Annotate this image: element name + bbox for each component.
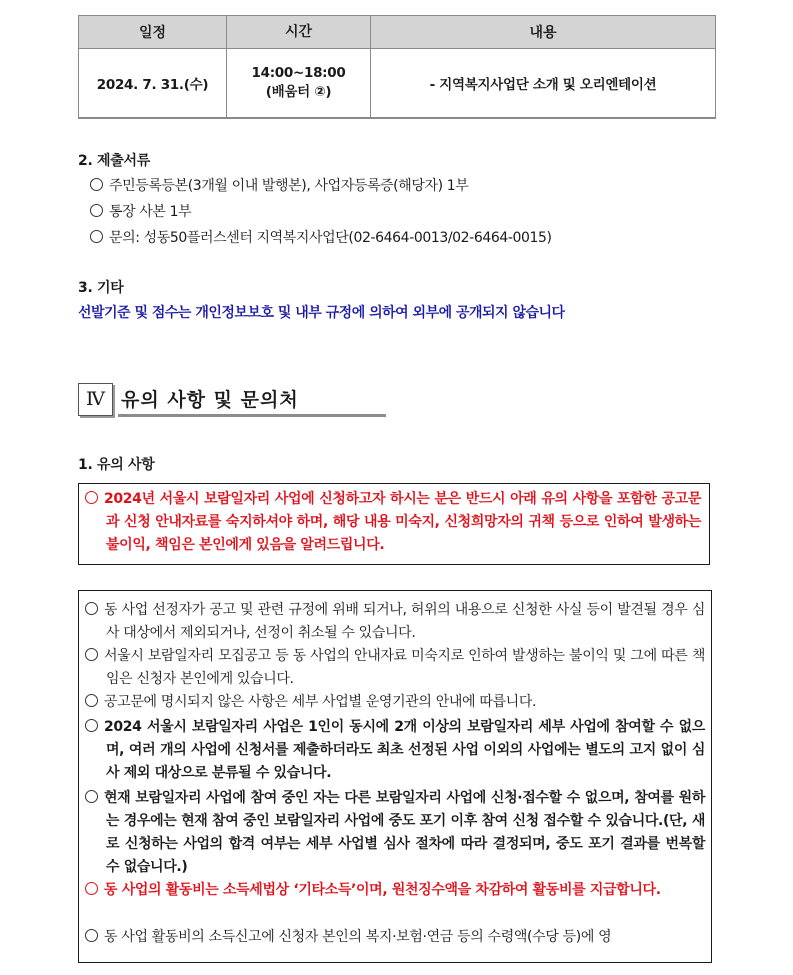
section-heading-other: 3. 기타	[78, 280, 124, 296]
list-item-text: 주민등록등본(3개월 이내 발행본), 사업자등록증(해당자) 1부	[109, 178, 469, 194]
circle-bullet-icon	[85, 602, 98, 615]
circle-bullet-icon	[85, 929, 98, 942]
list-item-text: 통장 사본 1부	[109, 204, 192, 220]
time-range: 14:00~18:00	[251, 65, 346, 81]
warning-text-block	[85, 488, 701, 557]
list-item-text: 현재 보람일자리 사업에 참여 중인 자는 다른 보람일자리 사업에 신청·접수할 수 없으며, 참여를 원하는 경우에는 현재 참여 중인 보람일자리 사업에 중도 포기 이후 참여 신청 접수할 수 있습니다.(단, 새로 신청하는 사업의 합격 여부는 세부 사업별 심사 절차에 따라 결정되며, 중도 포기 결과를 번복할 수 없습니다.)	[104, 790, 705, 875]
list-item	[85, 926, 705, 949]
header-content: 내용	[371, 16, 716, 49]
warning-line	[85, 488, 701, 557]
circle-bullet-icon	[85, 694, 98, 707]
section-heading-documents: 2. 제출서류	[78, 153, 150, 169]
circle-bullet-icon	[90, 230, 103, 243]
cell-time	[227, 49, 371, 119]
list-item	[85, 879, 705, 902]
circle-bullet-icon	[85, 491, 98, 504]
list-item-text: 동 사업 선정자가 공고 및 관련 규정에 위배 되거나, 허위의 내용으로 신청한 사실 등이 발견될 경우 심사 대상에서 제외되거나, 선정이 취소될 수 있습니다.	[104, 602, 705, 641]
table-row	[79, 49, 716, 119]
list-item-text: 공고문에 명시되지 않은 사항은 세부 사업별 운영기관의 안내에 따릅니다.	[104, 694, 537, 710]
time-location: (배움터 ②)	[265, 84, 332, 100]
warning-text: 2024년 서울시 보람일자리 사업에 신청하고자 하시는 분은 반드시 아래 유의 사항을 포함한 공고문과 신청 안내자료를 숙지하셔야 하며, 해당 내용 미숙지, 신청희망자의 귀책 등으로 인하여 발생하는 불이익, 책임은 본인에게 있음을 알려드립니다.	[104, 491, 701, 553]
list-item	[90, 201, 191, 221]
circle-bullet-icon	[90, 204, 103, 217]
cell-date: 2024. 7. 31.(수)	[79, 49, 227, 119]
warning-box	[78, 483, 710, 565]
notices-box	[78, 590, 712, 963]
section-title-underline	[118, 414, 386, 417]
list-item-text: 서울시 보람일자리 모집공고 등 동 사업의 안내자료 미숙지로 인하여 발생하는 불이익 및 그에 따른 책임은 신청자 본인에게 있습니다.	[104, 648, 705, 687]
list-item-text: 동 사업의 활동비는 소득세법상 ‘기타소득’이며, 원천징수액을 차감하여 활동비를 지급합니다.	[104, 882, 661, 898]
header-time: 시간	[227, 16, 371, 49]
selection-criteria-note: 선발기준 및 점수는 개인정보보호 및 내부 규정에 의하여 외부에 공개되지 않습니다	[78, 305, 565, 321]
list-item	[85, 645, 705, 691]
list-item	[85, 716, 705, 785]
list-item	[90, 227, 552, 247]
circle-bullet-icon	[85, 882, 98, 895]
circle-bullet-icon	[85, 719, 98, 732]
cell-content: - 지역복지사업단 소개 및 오리엔테이션	[371, 49, 716, 119]
schedule-header-row	[79, 16, 716, 49]
section-number-box: Ⅳ	[78, 383, 113, 416]
list-item	[85, 691, 705, 714]
circle-bullet-icon	[85, 648, 98, 661]
notices-heading: 1. 유의 사항	[78, 457, 155, 473]
list-item	[85, 599, 705, 645]
circle-bullet-icon	[90, 178, 103, 191]
list-item-text: 문의: 성동50플러스센터 지역복지사업단(02-6464-0013/02-6464-0015)	[109, 230, 552, 246]
header-date: 일정	[79, 16, 227, 49]
list-item-text: 동 사업 활동비의 소득신고에 신청자 본인의 복지·보험·연금 등의 수령액(수당 등)에 영	[104, 929, 612, 945]
list-item	[85, 787, 705, 879]
section-title: 유의 사항 및 문의처	[121, 389, 299, 411]
list-item-text: 2024 서울시 보람일자리 사업은 1인이 동시에 2개 이상의 보람일자리 세부 사업에 참여할 수 없으며, 여러 개의 사업에 신청서를 제출하더라도 최초 선정된 사업 이외의 사업에는 별도의 고지 없이 심사 제외 대상으로 분류될 수 있습니다.	[104, 719, 705, 781]
list-item	[90, 175, 468, 195]
circle-bullet-icon	[85, 790, 98, 803]
schedule-table	[78, 15, 716, 119]
